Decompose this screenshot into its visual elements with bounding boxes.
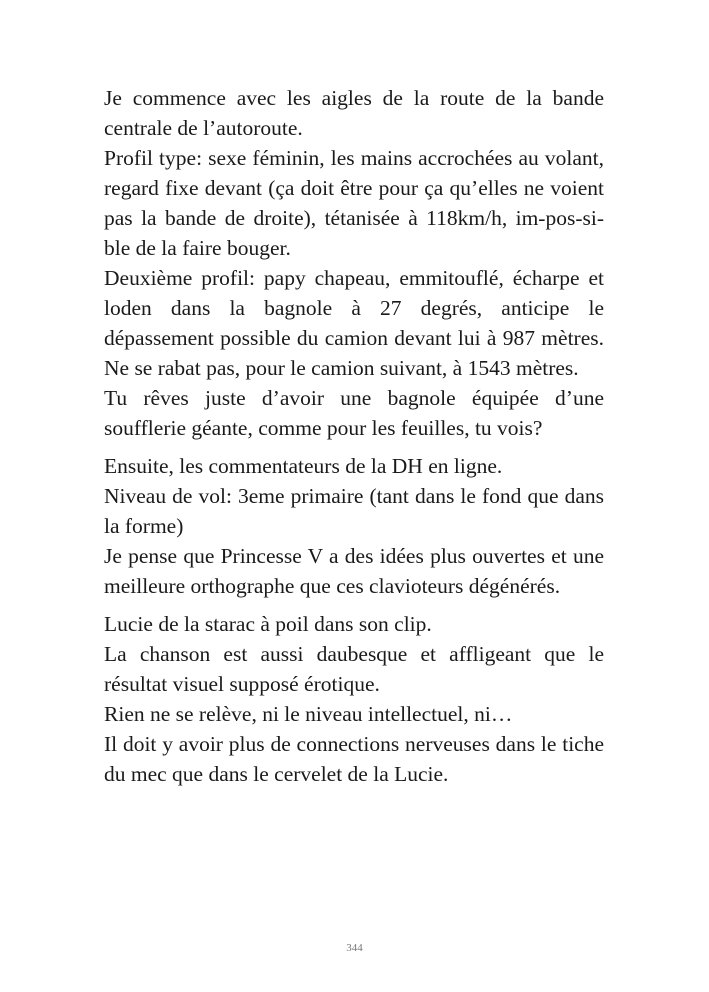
paragraph: Niveau de vol: 3eme primaire (tant dans le fond que dans la forme) [104, 484, 604, 538]
paragraph: La chanson est aussi daubesque et affligeant que le résultat visuel supposé érotique. [104, 642, 604, 696]
paragraph: Je pense que Princesse V a des idées plus ouvertes et une meilleure orthographe que ces clavioteurs dégénérés. [104, 544, 604, 598]
paragraph: Deuxième profil: papy chapeau, emmitouflé, écharpe et loden dans la bagnole à 27 degrés, anticipe le dépassement possible du camion devant lui à 987 mètres. Ne se rabat pas, pour le camion suivant, à 1543 mètres. [104, 266, 604, 380]
page-number: 344 [346, 942, 363, 954]
section-lucie-clip [104, 609, 604, 789]
body-text [104, 83, 604, 789]
paragraph: Tu rêves juste d’avoir une bagnole équipée d’une soufflerie géante, comme pour les feuilles, tu vois? [104, 386, 604, 440]
paragraph: Il doit y avoir plus de connections nerveuses dans le tiche du mec que dans le cervelet de la Lucie. [104, 732, 604, 786]
paragraph: Rien ne se relève, ni le niveau intellectuel, ni… [104, 702, 513, 726]
section-online-commenters [104, 451, 604, 601]
paragraph: Profil type: sexe féminin, les mains accrochées au volant, regard fixe devant (ça doit être pour ça qu’elles ne voient pas la bande de droite), tétanisée à 118km/h, im-pos-si-ble de la faire bouger. [104, 146, 604, 260]
paragraph: Je commence avec les aigles de la route de la bande centrale de l’autoroute. [104, 86, 604, 140]
section-road-eagles [104, 83, 604, 443]
paragraph: Ensuite, les commentateurs de la DH en ligne. [104, 454, 503, 478]
paragraph: Lucie de la starac à poil dans son clip. [104, 612, 432, 636]
